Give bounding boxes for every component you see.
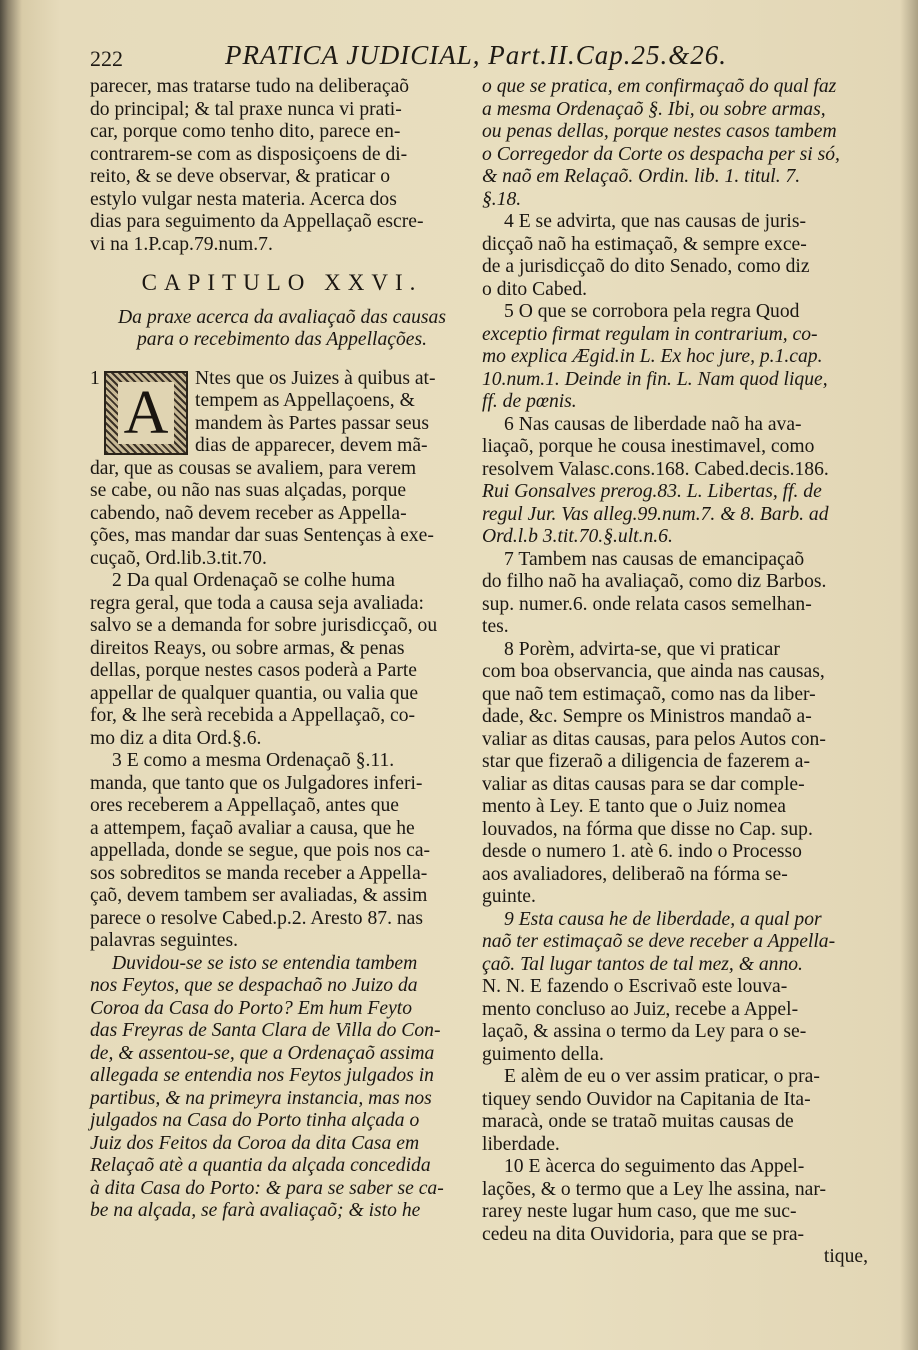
text-line: guimento della. xyxy=(482,1043,604,1065)
text-line: a mesma Ordenaçaõ §. Ibi, ou sobre armas, xyxy=(482,98,826,120)
text-line: 8 Porèm, advirta-se, que vi praticar xyxy=(504,638,780,660)
text-line: Ord.l.b 3.tit.70.§.ult.n.6. xyxy=(482,526,673,547)
chapter-heading: CAPITULO XXVI. xyxy=(141,270,423,295)
text-line: 3 E como a mesma Ordenaçaõ §.11. xyxy=(112,750,395,771)
text-line: desde o numero 1. atè 6. indo o Processo xyxy=(482,841,802,862)
text-line: à dita Casa do Porto: & para se saber se ca- xyxy=(90,1177,444,1199)
text-line: sup. numer.6. onde relata casos semelhan- xyxy=(482,593,812,615)
text-line: liberdade. xyxy=(482,1133,560,1155)
text-line: se cabe, ou não nas suas alçadas, porque xyxy=(90,480,407,501)
text-line: de, & assentou-se, que a Ordenaçaõ assima xyxy=(90,1042,435,1064)
text-line: cedeu na dita Ouvidoria, para que se pra- xyxy=(482,1223,805,1245)
paragraph-10 xyxy=(482,1156,868,1246)
text-line: tempem as Appellaçoens, & xyxy=(195,390,415,411)
text-line: E alèm de eu o ver assim praticar, o pra- xyxy=(504,1066,820,1087)
text-line: 10 E àcerca do seguimento das Appel- xyxy=(504,1156,805,1177)
text-line: tes. xyxy=(482,616,509,637)
text-line: çaõ, devem tambem ser avaliadas, & assim xyxy=(90,885,428,906)
text-line: de a jurisdicçaõ do dito Senado, como diz xyxy=(482,256,810,277)
text-line: appellar de qualquer quantia, ou valia que xyxy=(90,682,419,704)
text-line: lações, & o termo que a Ley lhe assina, nar- xyxy=(482,1178,827,1200)
drop-cap-letter: A xyxy=(118,382,175,444)
text-line: dar, que as cousas se avaliem, para verem xyxy=(90,457,417,479)
chapter-subtitle xyxy=(90,307,474,352)
text-line: aos avaliadores, deliberaõ na fórma se- xyxy=(482,863,788,885)
text-line: allegada se entendia nos Feytos julgados in xyxy=(90,1065,434,1086)
text-line: ff. de pœnis. xyxy=(482,391,577,412)
text-line: vi na 1.P.cap.79.num.7. xyxy=(90,233,273,255)
text-line: direitos Reays, ou sobre armas, & penas xyxy=(90,637,405,659)
text-line: 7 Tambem nas causas de emancipaçaõ xyxy=(504,548,805,570)
text-line: sos sobreditos se manda receber a Appella- xyxy=(90,862,428,884)
text-line: o dito Cabed. xyxy=(482,278,588,300)
text-line: o Corregedor da Corte os despacha per si só, xyxy=(482,143,840,165)
text-line: o que se pratica, em confirmaçaõ do qual faz xyxy=(482,76,837,97)
text-line: valiar as ditas causas, para pelos Autos con- xyxy=(482,728,826,750)
text-line: louvados, na fórma que disse no Cap. sup. xyxy=(482,818,813,840)
text-line: Rui Gonsalves prerog.83. L. Libertas, ff. de xyxy=(482,481,822,502)
paragraph-2 xyxy=(90,570,474,750)
text-line: exceptio firmat regulam in contrarium, co- xyxy=(482,323,818,345)
text-line: do filho naõ ha avaliaçaõ, como diz Barbos. xyxy=(482,571,827,592)
text-line: estylo vulgar nesta materia. Acerca dos xyxy=(90,188,397,210)
right-column xyxy=(482,76,868,1269)
text-line: salvo se a demanda for sobre jurisdicçaõ, ou xyxy=(90,615,438,636)
text-line: maracà, onde se trataõ muitas causas de xyxy=(482,1111,794,1132)
running-title: PRATICA JUDICIAL, Part.II.Cap.25.&26. xyxy=(225,40,727,70)
text-line: resolvem Valasc.cons.168. Cabed.decis.186. xyxy=(482,458,829,480)
paragraph-6 xyxy=(482,414,868,549)
text-line: nos Feytos, que se despachaõ no Juizo da xyxy=(90,975,418,996)
text-line: mento concluso ao Juiz, recebe a Appel- xyxy=(482,998,799,1020)
text-line: contrarem-se com as disposiçoens de di- xyxy=(90,143,408,165)
text-line: ções, mas mandar dar suas Sentenças à exe- xyxy=(90,525,434,546)
subtitle-line: para o recebimento das Appellações. xyxy=(136,329,428,350)
text-line: dellas, porque nestes casos poderà a Parte xyxy=(90,660,417,681)
paragraph-1 xyxy=(90,368,474,571)
text-line: liaçaõ, porque he cousa inestimavel, como xyxy=(482,436,815,457)
text-line: a attempem, façaõ avaliar a causa, que he xyxy=(90,817,415,839)
text-line: star que fizeraõ a diligencia de fazerem a- xyxy=(482,751,810,772)
text-line: be na alçada, se farà avaliaçaõ; & isto he xyxy=(90,1200,421,1221)
text-line: julgados na Casa do Porto tinha alçada o xyxy=(90,1110,420,1131)
text-line: partibus, & na primeyra instancia, mas nos xyxy=(90,1087,432,1109)
paragraph-number: 1 xyxy=(90,367,100,389)
text-line: ou penas dellas, porque nestes casos tambem xyxy=(482,121,837,142)
quoted-passage xyxy=(90,953,474,1223)
text-line: & naõ em Relaçaõ. Ordin. lib. 1. titul. 7. xyxy=(482,166,801,187)
text-line: dias para seguimento da Appellaçaõ escre- xyxy=(90,211,424,232)
text-line: ores receberem a Appellaçaõ, antes que xyxy=(90,795,399,816)
text-line: N. N. E fazendo o Escrivaõ este louva- xyxy=(482,976,788,997)
drop-cap-ornament xyxy=(104,371,188,455)
text-line: 6 Nas causas de liberdade naõ ha ava- xyxy=(504,413,802,435)
text-line: com boa observancia, que ainda nas causas, xyxy=(482,661,825,682)
text-line: das Freyras de Santa Clara de Villa do Con- xyxy=(90,1020,441,1041)
text-line: Ntes que os Juizes à quibus at- xyxy=(195,367,436,389)
intro-paragraph xyxy=(90,76,474,256)
text-line: tiquey sendo Ouvidor na Capitania de Ita- xyxy=(482,1088,811,1110)
text-line: mandem às Partes passar seus xyxy=(195,412,429,434)
text-line: parece o resolve Cabed.p.2. Aresto 87. nas xyxy=(90,907,423,929)
text-line: rarey neste lugar hum caso, que me suc- xyxy=(482,1201,797,1222)
text-line: naõ ter estimaçaõ se deve receber a Appella- xyxy=(482,931,836,952)
text-line: do principal; & tal praxe nunca vi prati- xyxy=(90,98,402,120)
text-line: regra geral, que toda a causa seja avaliada: xyxy=(90,592,424,614)
text-line: parecer, mas tratarse tudo na deliberaçaõ xyxy=(90,76,410,97)
paragraph-3 xyxy=(90,750,474,953)
text-line: reito, & se deve observar, & praticar o xyxy=(90,166,391,187)
text-line: cabendo, naõ devem receber as Appella- xyxy=(90,502,407,524)
text-line: dias de apparecer, devem mã- xyxy=(195,435,428,456)
paragraph-9 xyxy=(482,909,868,1067)
text-line: manda, que tanto que os Julgadores inferi- xyxy=(90,772,423,794)
paragraph-4 xyxy=(482,211,868,301)
catchword: tique, xyxy=(823,1246,868,1267)
text-line: mo explica Ægid.in L. Ex hoc jure, p.1.cap. xyxy=(482,346,823,367)
paragraph-7 xyxy=(482,549,868,639)
text-line: Coroa da Casa do Porto? Em hum Feyto xyxy=(90,997,413,1019)
text-line: 4 E se advirta, que nas causas de juris- xyxy=(504,211,806,232)
text-line: 10.num.1. Deinde in fin. L. Nam quod lique, xyxy=(482,368,828,390)
page-header xyxy=(90,40,870,76)
text-line: 2 Da qual Ordenaçaõ se colhe huma xyxy=(112,570,395,591)
text-line: dicçaõ naõ ha estimaçaõ, & sempre exce- xyxy=(482,233,807,255)
paragraph-5 xyxy=(482,301,868,414)
text-line: 5 O que se corrobora pela regra Quod xyxy=(504,301,800,322)
text-line: §.18. xyxy=(482,188,522,210)
text-line: que naõ tem estimaçaõ, como nas da liber- xyxy=(482,683,816,705)
text-line: for, & lhe serà recebida a Appellaçaõ, co- xyxy=(90,705,416,726)
text-line: regul Jur. Vas alleg.99.num.7. & 8. Barb. ad xyxy=(482,503,829,525)
left-column xyxy=(90,76,474,1223)
paragraph-8 xyxy=(482,639,868,909)
page-number: 222 xyxy=(90,46,123,71)
text-line: çaõ. Tal lugar tantos de tal mez, & anno. xyxy=(482,953,803,975)
text-line: appellada, donde se segue, que pois nos ca- xyxy=(90,840,431,861)
text-line: cuçaõ, Ord.lib.3.tit.70. xyxy=(90,547,267,569)
text-line: 9 Esta causa he de liberdade, a qual por xyxy=(504,908,822,930)
subtitle-line: Da praxe acerca da avaliaçaõ das causas xyxy=(118,306,446,328)
text-line: laçaõ, & assina o termo da Ley para o se- xyxy=(482,1021,807,1042)
page-edge-shadow xyxy=(900,0,918,1350)
continued-quote xyxy=(482,76,868,211)
text-line: Duvidou-se se isto se entendia tambem xyxy=(112,952,418,974)
text-line: car, porque como tenho dito, parece en- xyxy=(90,121,401,142)
text-line: guinte. xyxy=(482,886,536,907)
paragraph-extra xyxy=(482,1066,868,1156)
text-line: Juiz dos Feitos da Coroa da dita Casa em xyxy=(90,1132,420,1154)
text-line: mo diz a dita Ord.§.6. xyxy=(90,727,262,749)
text-line: palavras seguintes. xyxy=(90,930,238,951)
text-line: Relaçaõ atè a quantia da alçada concedida xyxy=(90,1155,431,1176)
text-line: valiar as ditas causas para se dar comple- xyxy=(482,773,805,795)
text-line: dade, &c. Sempre os Ministros mandaõ a- xyxy=(482,706,812,727)
text-line: mento à Ley. E tanto que o Juiz nomea xyxy=(482,796,786,817)
